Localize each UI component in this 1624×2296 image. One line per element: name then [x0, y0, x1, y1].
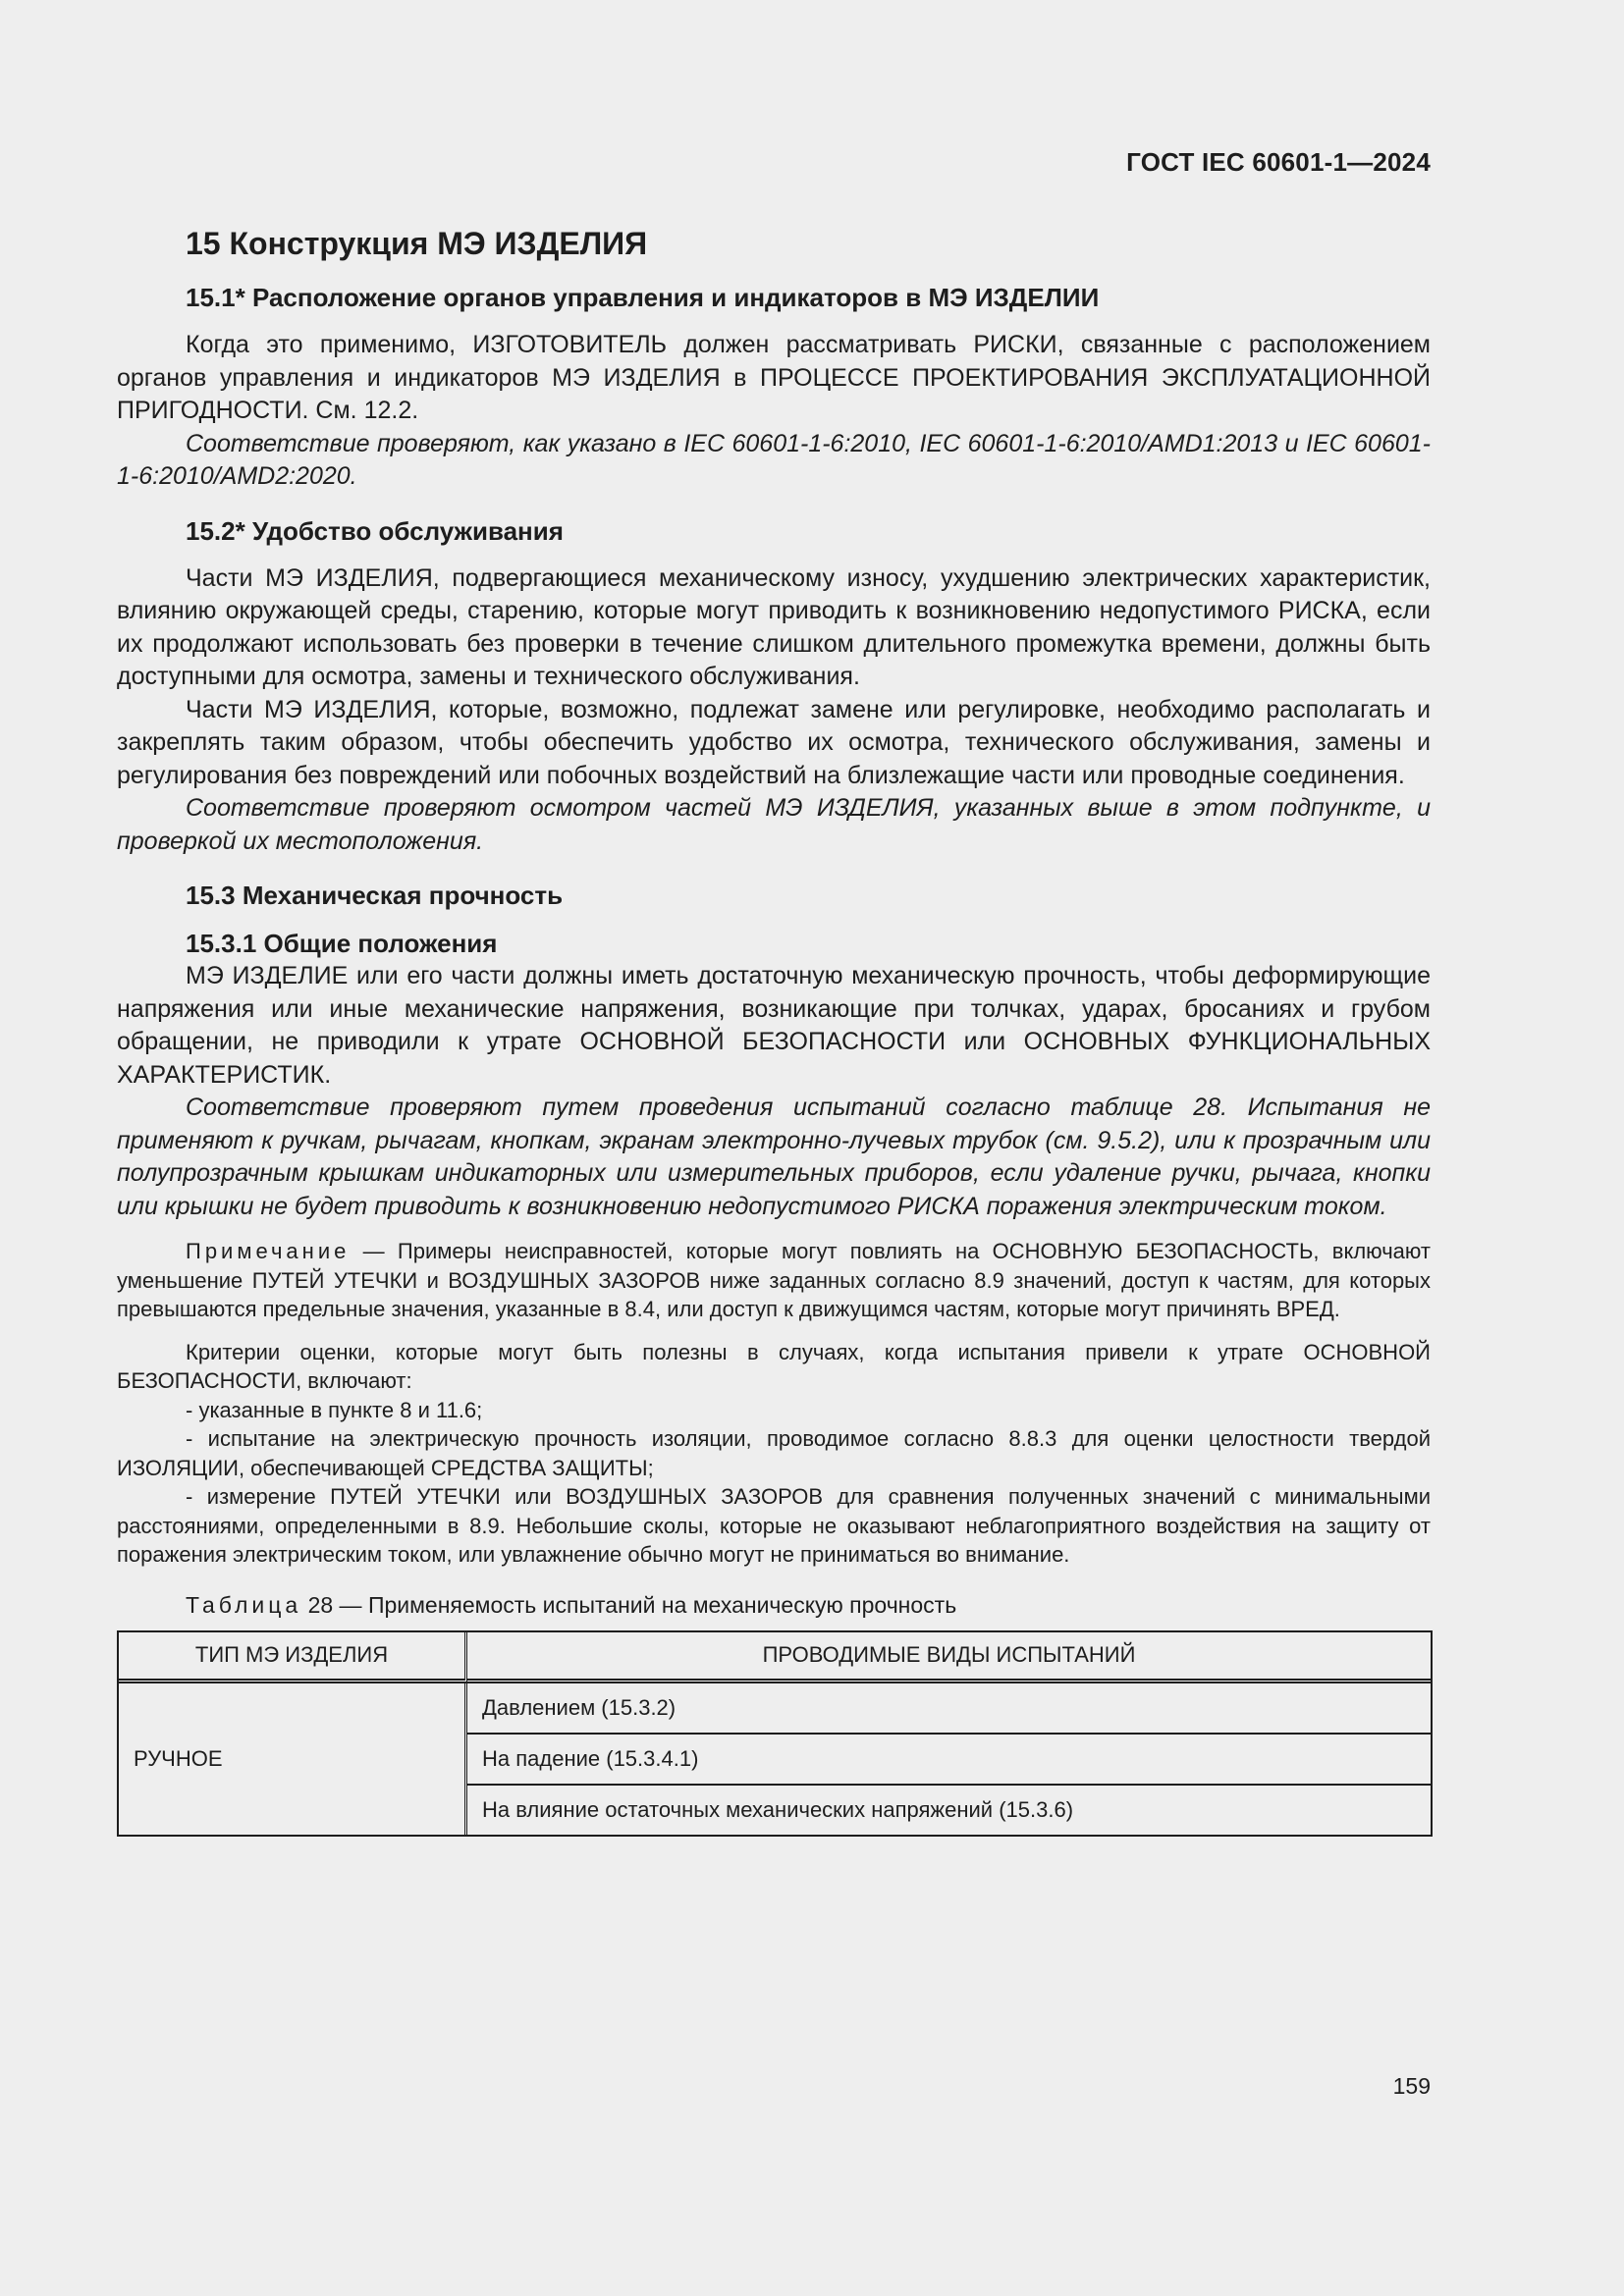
criteria-paragraph: Критерии оценки, которые могут быть полезны в случаях, когда испытания привели к утрате ОСНОВНОЙ БЕЗОПАСНОСТИ, включают: — [117, 1339, 1431, 1393]
paragraph: Части МЭ ИЗДЕЛИЯ, подвергающиеся механическому износу, ухудшению электрических характеристик, влиянию окружающей среды, старению, которые могут приводить к возникновению недопустимого РИСКА, если их продолжают использовать без проверки в течение слишком длительного промежутка времени, должны быть доступными для осмотра, замены и технического обслуживания. — [117, 563, 1431, 690]
compliance-paragraph: Соответствие проверяют путем проведения испытаний согласно таблице 28. Испытания не применяют к ручкам, рычагам, кнопкам, экранам электронно-лучевых трубок (см. 9.5.2), или к прозрачным или полупрозрачным крышкам индикаторных или измерительных приборов, если удаление ручки, рычага, кнопки или крышки не будет приводить к возникновению недопустимого РИСКА поражения электрическим током. — [117, 1094, 1431, 1220]
compliance-paragraph: Соответствие проверяют осмотром частей МЭ ИЗДЕЛИЯ, указанных выше в этом подпункте, и проверкой их местоположения. — [117, 794, 1431, 855]
note-label: Примечание — [186, 1239, 351, 1263]
table-header-row — [119, 1632, 1431, 1683]
list-item: - испытание на электрическую прочность изоляции, проводимое согласно 8.8.3 для оценки целостности твердой ИЗОЛЯЦИИ, обеспечивающей СРЕДСТВА ЗАЩИТЫ; — [117, 1426, 1431, 1480]
subsection-15-3-title: 15.3 Механическая прочность — [186, 881, 564, 910]
list-item: - указанные в пункте 8 и 11.6; — [186, 1397, 483, 1422]
note-paragraph — [117, 1237, 1431, 1324]
subsection-15-3-1-title: 15.3.1 Общие положения — [186, 929, 498, 958]
page-content — [117, 221, 1431, 1837]
mechanical-strength-table — [117, 1630, 1433, 1837]
column-header-type: ТИП МЭ ИЗДЕЛИЯ — [119, 1632, 467, 1683]
table-caption-text: 28 — Применяемость испытаний на механическую прочность — [301, 1591, 957, 1618]
compliance-paragraph: Соответствие проверяют, как указано в IEC 60601-1-6:2010, IEC 60601-1-6:2010/AMD1:2013 и IEC 60601-1-6:2010/AMD2:2020. — [117, 429, 1431, 490]
cell-test: На падение (15.3.4.1) — [467, 1735, 1431, 1786]
note-text: — Примеры неисправностей, которые могут повлиять на ОСНОВНУЮ БЕЗОПАСНОСТЬ, включают уменьшение ПУТЕЙ УТЕЧКИ и ВОЗДУШНЫХ ЗАЗОРОВ ниже заданных согласно 8.9 значений, доступ к частям, для которых превышаются предельные значения, указанные в 8.4, или доступ к движущимся частям, которые могут причинять ВРЕД. — [117, 1239, 1431, 1321]
section-title: 15 Конструкция МЭ ИЗДЕЛИЯ — [186, 226, 648, 261]
table-caption — [117, 1589, 1431, 1621]
cell-test: На влияние остаточных механических напряжений (15.3.6) — [482, 1796, 1074, 1822]
subsection-15-2-title: 15.2* Удобство обслуживания — [186, 515, 564, 546]
cell-device-type: РУЧНОЕ — [119, 1683, 467, 1835]
list-item: - измерение ПУТЕЙ УТЕЧКИ или ВОЗДУШНЫХ ЗАЗОРОВ для сравнения полученных значений с минимальными расстояниями, определенными в 8.9. Небольшие сколы, которые не оказывают неблагоприятного воздействия на защиту от поражения электрическим током, или увлажнение обычно могут не приниматься во внимание. — [117, 1484, 1431, 1567]
document-code: ГОСТ IEC 60601-1—2024 — [1126, 147, 1431, 177]
cell-test: Давлением (15.3.2) — [467, 1683, 1431, 1735]
table-row — [119, 1683, 1431, 1735]
subsection-15-1-title: 15.1* Расположение органов управления и индикаторов в МЭ ИЗДЕЛИИ — [186, 283, 1100, 312]
table-caption-label: Таблица — [186, 1591, 302, 1618]
page-number: 159 — [1392, 2073, 1431, 2099]
paragraph: Части МЭ ИЗДЕЛИЯ, которые, возможно, подлежат замене или регулировке, необходимо располагать и закреплять таким образом, чтобы обеспечить удобство их осмотра, технического обслуживания, замены и регулирования без повреждений или побочных воздействий на близлежащие части или проводные соединения. — [117, 695, 1431, 789]
paragraph: Когда это применимо, ИЗГОТОВИТЕЛЬ должен рассматривать РИСКИ, связанные с расположением органов управления и индикаторов МЭ ИЗДЕЛИЯ в ПРОЦЕССЕ ПРОЕКТИРОВАНИЯ ЭКСПЛУАТАЦИОННОЙ ПРИГОДНОСТИ. См. 12.2. — [117, 331, 1431, 424]
column-header-tests: ПРОВОДИМЫЕ ВИДЫ ИСПЫТАНИЙ — [467, 1632, 1431, 1683]
paragraph: МЭ ИЗДЕЛИЕ или его части должны иметь достаточную механическую прочность, чтобы деформирующие напряжения или иные механические напряжения, возникающие при толчках, ударах, бросаниях и грубом обращении, не приводили к утрате ОСНОВНОЙ БЕЗОПАСНОСТИ или ОСНОВНЫХ ФУНКЦИОНАЛЬНЫХ ХАРАКТЕРИСТИК. — [117, 962, 1431, 1089]
